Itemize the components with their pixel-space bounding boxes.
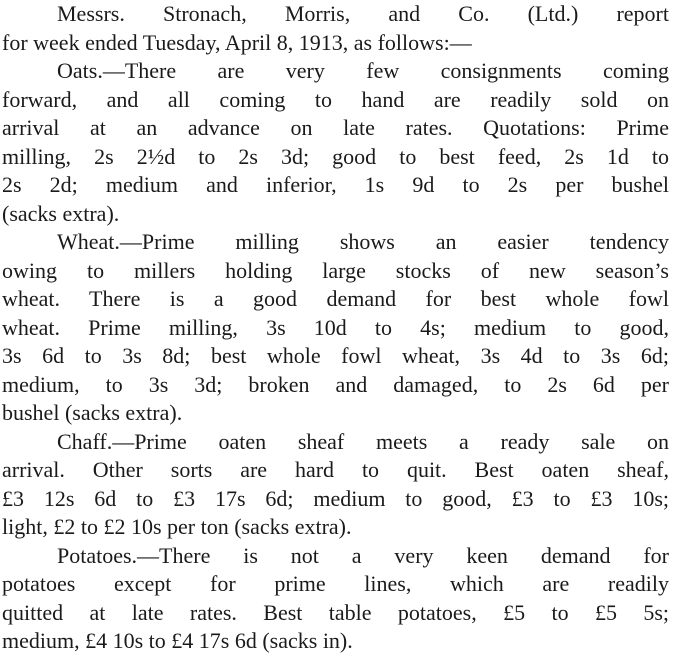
oats-paragraph bbox=[2, 57, 673, 228]
text-line: quitted at late rates. Best table potatoes, £5 to £5 5s; bbox=[2, 599, 669, 625]
text-line: Chaff.—Prime oaten sheaf meets a ready sale on bbox=[57, 428, 669, 454]
text-line: 3s 6d to 3s 8d; best whole fowl wheat, 3s 4d to 3s 6d; bbox=[2, 343, 669, 368]
text-line: arrival at an advance on late rates. Quotations: Prime bbox=[2, 115, 669, 140]
intro-paragraph bbox=[2, 0, 673, 57]
wheat-paragraph bbox=[2, 228, 673, 428]
text-line: light, £2 to £2 10s per ton (sacks extra). bbox=[2, 514, 352, 539]
text-line: owing to millers holding large stocks of new season’s bbox=[2, 257, 669, 283]
text-line: Wheat.—Prime milling shows an easier tendency bbox=[57, 229, 669, 254]
text-line: milling, 2s 2½d to 2s 3d; good to best feed, 2s 1d to bbox=[2, 143, 669, 169]
text-line: 2s 2d; medium and inferior, 1s 9d to 2s per bushel bbox=[2, 172, 669, 197]
text-line: Potatoes.—There is not a very keen demand for bbox=[57, 542, 669, 568]
text-line: Oats.—There are very few consignments coming bbox=[57, 58, 669, 83]
text-line: (sacks extra). bbox=[2, 200, 120, 226]
text-line: bushel (sacks extra). bbox=[2, 400, 183, 425]
text-line: Messrs. Stronach, Morris, and Co. (Ltd.) report bbox=[57, 1, 669, 26]
text-line: wheat. There is a good demand for best whole fowl bbox=[2, 286, 669, 311]
text-line: for week ended Tuesday, April 8, 1913, as follows:— bbox=[2, 29, 472, 55]
text-line: medium, £4 10s to £4 17s 6d (sacks in). bbox=[2, 628, 353, 653]
text-line: wheat. Prime milling, 3s 10d to 4s; medium to good, bbox=[2, 314, 669, 340]
text-line: medium, to 3s 3d; broken and damaged, to 2s 6d per bbox=[2, 371, 669, 397]
potatoes-paragraph bbox=[2, 542, 673, 656]
text-line: forward, and all coming to hand are readily sold on bbox=[2, 86, 669, 112]
text-line: £3 12s 6d to £3 17s 6d; medium to good, £3 to £3 10s; bbox=[2, 485, 669, 511]
text-line: arrival. Other sorts are hard to quit. Best oaten sheaf, bbox=[2, 457, 669, 482]
chaff-paragraph bbox=[2, 428, 673, 542]
text-line: potatoes except for prime lines, which are readily bbox=[2, 571, 669, 596]
